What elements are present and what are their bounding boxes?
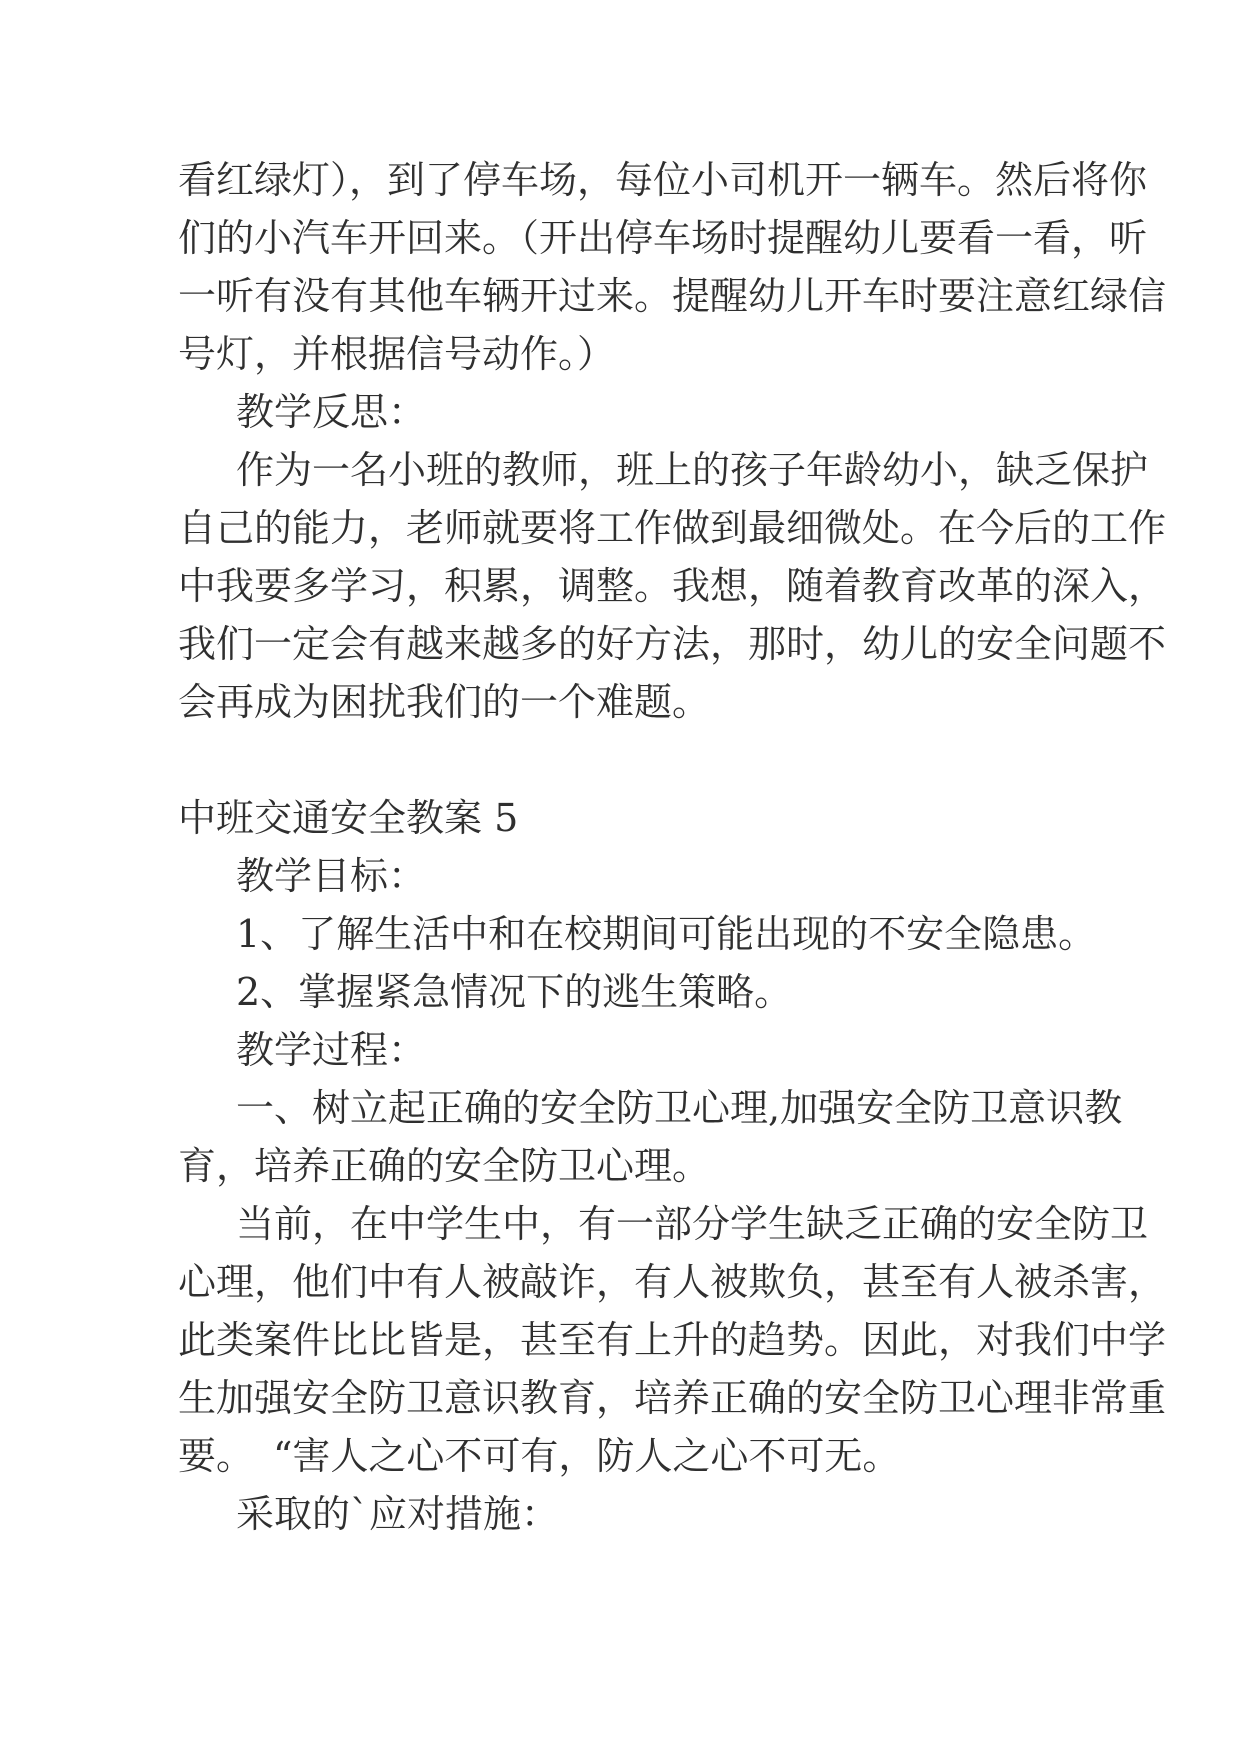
text-line: 自己的能力，老师就要将工作做到最细微处。在今后的工作 (178, 506, 1167, 550)
text-line: 号灯，并根据信号动作。） (178, 332, 616, 376)
text-line: 一、树立起正确的安全防卫心理,加强安全防卫意识教 (236, 1086, 1123, 1130)
text-line: 此类案件比比皆是，甚至有上升的趋势。因此，对我们中学 (178, 1318, 1167, 1362)
text-line: 中班交通安全教案 5 (178, 796, 519, 840)
paragraph (178, 1485, 1174, 1543)
text-line: 看红绿灯），到了停车场，每位小司机开一辆车。然后将你 (178, 158, 1148, 202)
paragraph (178, 905, 1174, 963)
text-line: 作为一名小班的教师，班上的孩子年龄幼小，缺乏保护 (236, 448, 1149, 492)
text-line: 一听有没有其他车辆开过来。提醒幼儿开车时要注意红绿信 (178, 274, 1167, 318)
paragraph (178, 847, 1174, 905)
text-line: 教学反思： (236, 390, 427, 434)
text-line: 当前，在中学生中，有一部分学生缺乏正确的安全防卫 (236, 1202, 1149, 1246)
text-line: 要。 “害人之心不可有，防人之心不可无。 (178, 1434, 901, 1478)
text-line: 采取的`应对措施： (236, 1492, 560, 1536)
text-line: 1、了解生活中和在校期间可能出现的不安全隐患。 (236, 912, 1097, 956)
section-heading (178, 789, 1174, 847)
paragraph (178, 383, 1174, 441)
text-line: 教学过程： (236, 1028, 427, 1072)
text-line: 教学目标： (236, 854, 427, 898)
text-line: 2、掌握紧急情况下的逃生策略。 (236, 970, 793, 1014)
document-text (178, 151, 1174, 1543)
text-line: 生加强安全防卫意识教育，培养正确的安全防卫心理非常重 (178, 1376, 1167, 1420)
text-line: 心理，他们中有人被敲诈，有人被欺负，甚至有人被杀害， (178, 1260, 1167, 1304)
paragraph (178, 1195, 1174, 1485)
paragraph (178, 1021, 1174, 1079)
paragraph (178, 963, 1174, 1021)
text-line: 中我要多学习，积累，调整。我想，随着教育改革的深入， (178, 564, 1167, 608)
paragraph (178, 151, 1174, 383)
text-line: 会再成为困扰我们的一个难题。 (178, 680, 711, 724)
paragraph (178, 1079, 1174, 1195)
paragraph (178, 441, 1174, 731)
text-line: 育，培养正确的安全防卫心理。 (178, 1144, 711, 1188)
text-line: 我们一定会有越来越多的好方法，那时，幼儿的安全问题不 (178, 622, 1167, 666)
text-line: 们的小汽车开回来。（开出停车场时提醒幼儿要看一看，听 (178, 216, 1148, 260)
